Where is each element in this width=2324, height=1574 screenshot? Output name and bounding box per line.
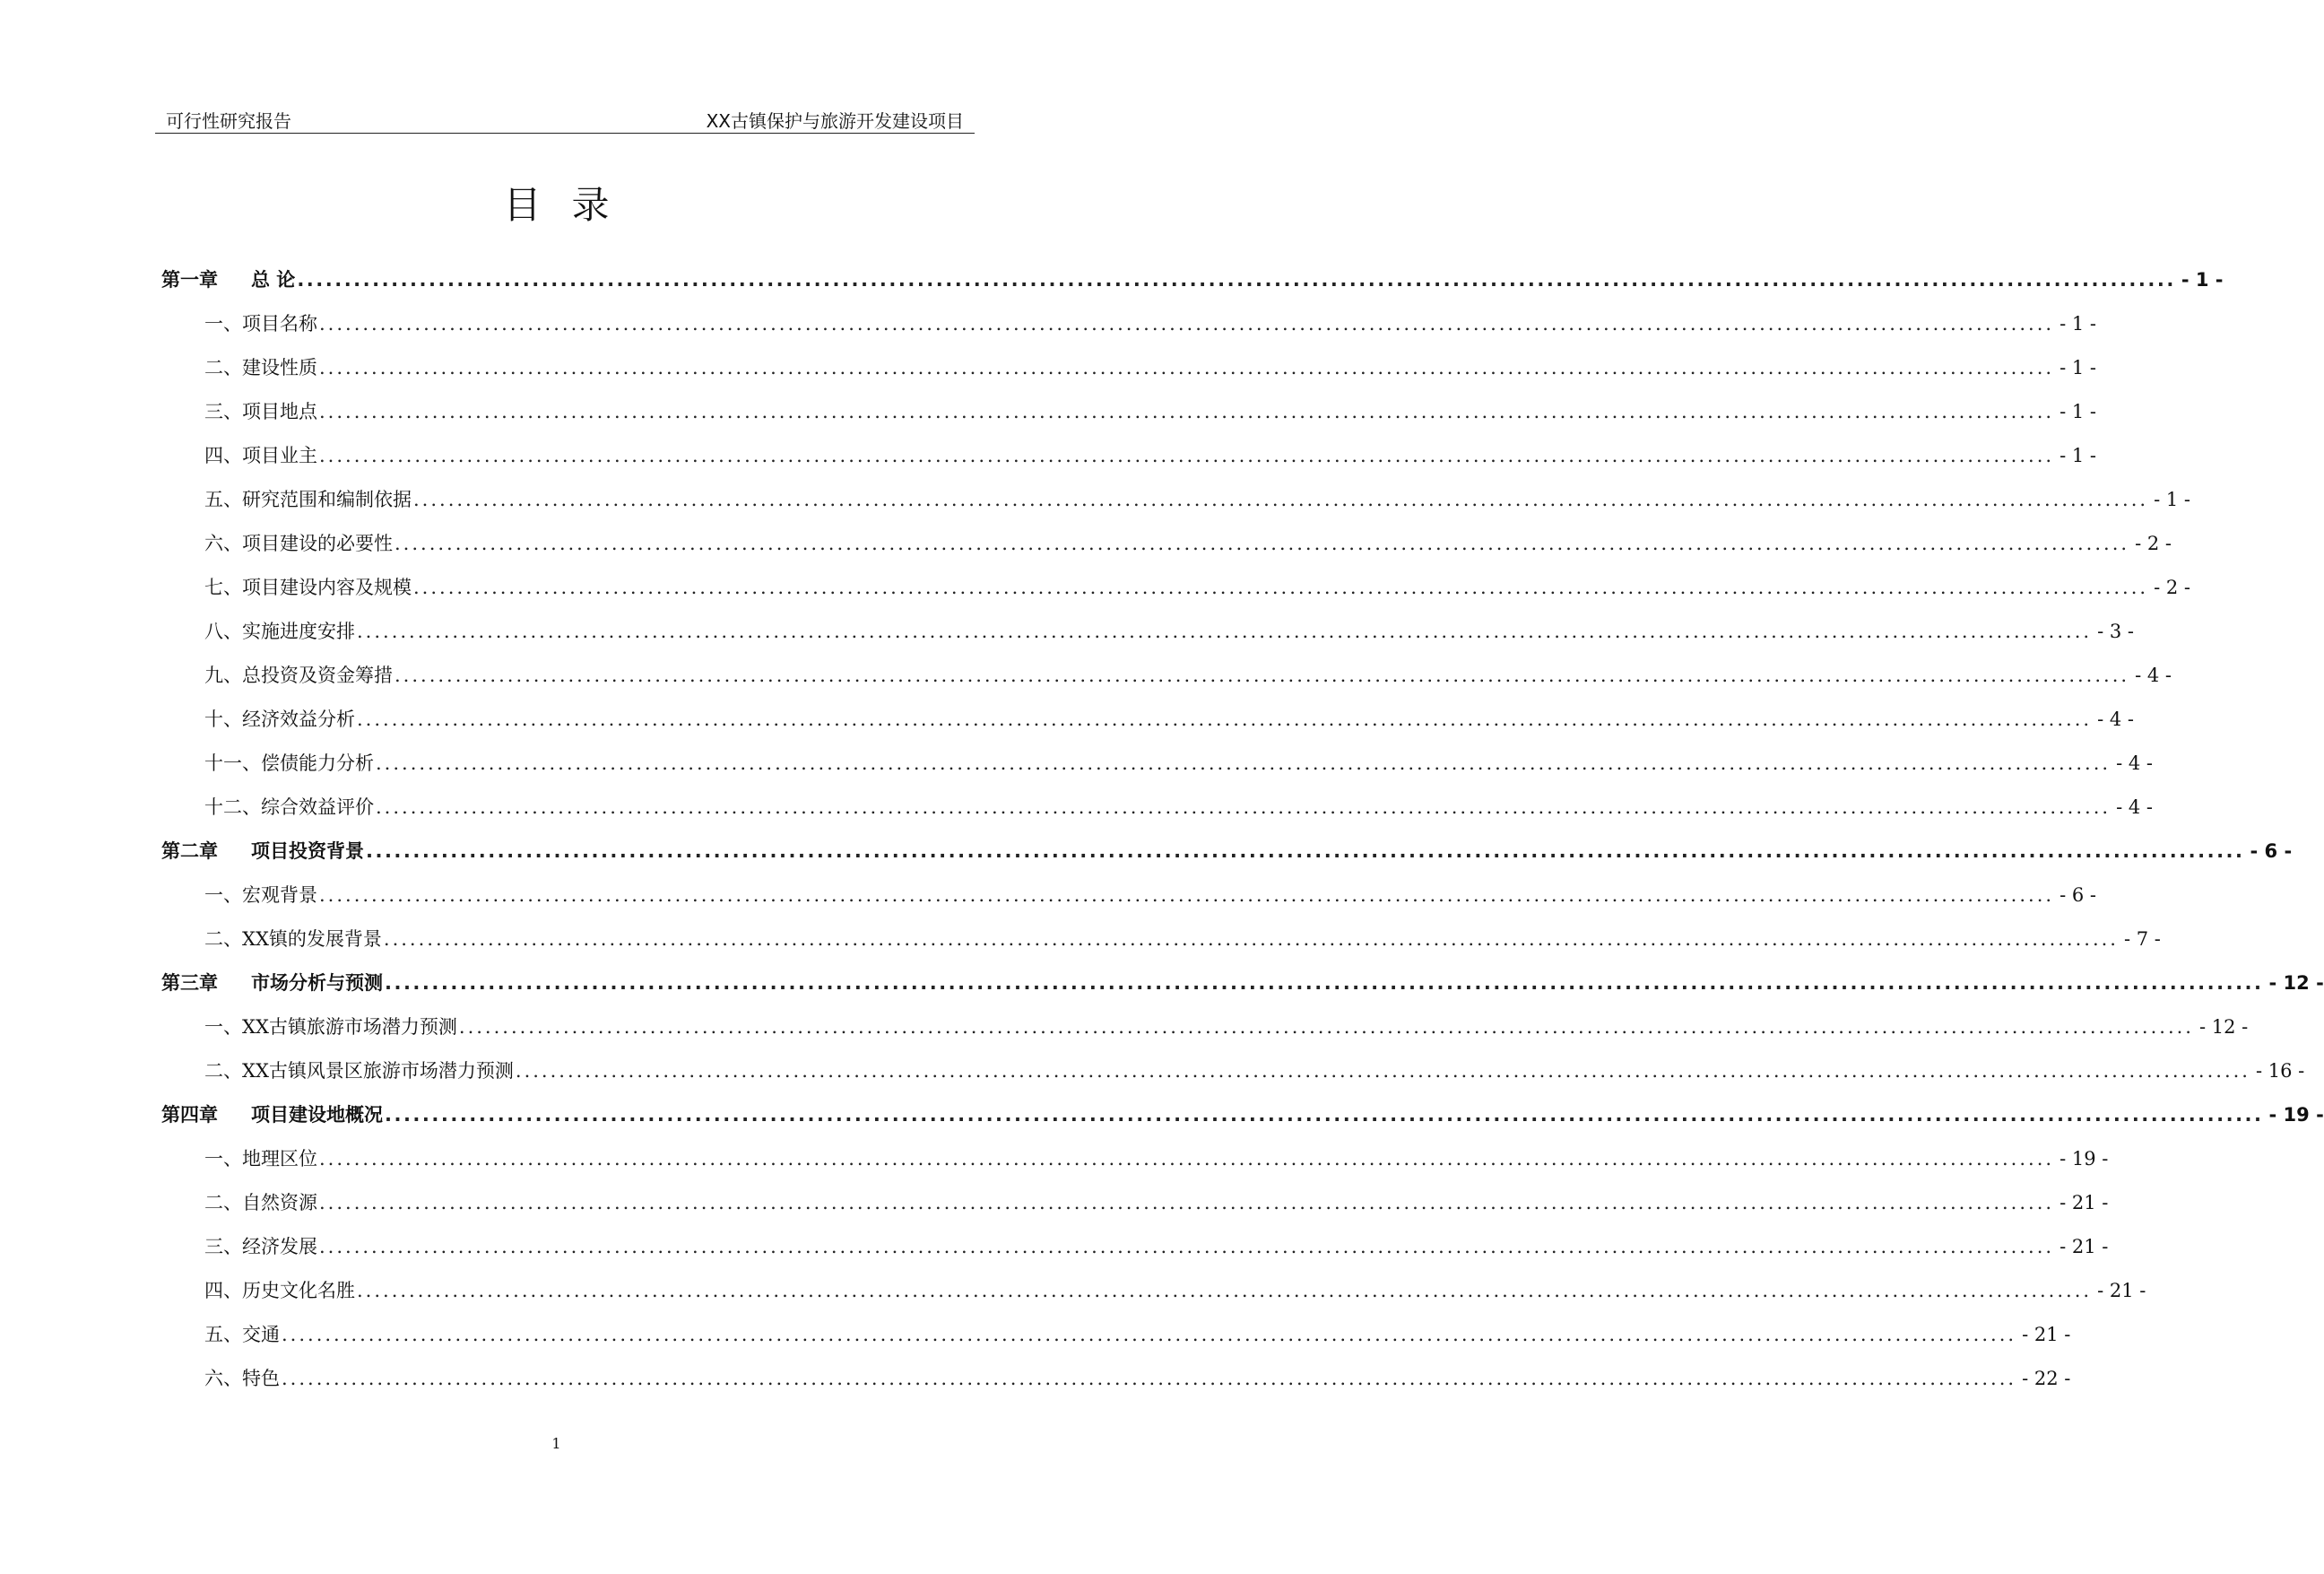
toc-entry-label bbox=[204, 1049, 514, 1093]
toc-chapter-entry[interactable] bbox=[161, 1093, 2324, 1137]
toc-entry-label bbox=[204, 654, 393, 698]
toc-entry-label bbox=[204, 566, 412, 610]
table-of-contents bbox=[161, 258, 2324, 1401]
toc-dot-leader: ........................................................................................................................................................................................................ bbox=[282, 1368, 2017, 1389]
toc-page-number: - 19 - bbox=[2060, 1148, 2109, 1170]
toc-page-number: - 12 - bbox=[2198, 1016, 2249, 1038]
toc-entry-text: 十二、综合效益评价 bbox=[204, 796, 374, 818]
toc-page-number: - 1 - bbox=[2181, 269, 2224, 291]
toc-page-number: - 4 - bbox=[2116, 796, 2153, 818]
toc-section-entry[interactable] bbox=[161, 786, 2153, 830]
toc-entry-label bbox=[204, 390, 317, 434]
toc-entry-label bbox=[204, 1357, 280, 1401]
toc-entry-text: 四、历史文化名胜 bbox=[204, 1280, 355, 1301]
toc-entry-text: 九、总投资及资金筹措 bbox=[204, 665, 393, 686]
toc-page-number: - 2 - bbox=[2154, 577, 2190, 598]
toc-entry-text: 十一、偿债能力分析 bbox=[204, 752, 374, 774]
toc-section-entry[interactable] bbox=[161, 390, 2096, 434]
header-project-name: XX古镇保护与旅游开发建设项目 bbox=[706, 110, 964, 132]
toc-section-entry[interactable] bbox=[161, 698, 2134, 742]
toc-page-number: - 21 - bbox=[2060, 1192, 2109, 1213]
toc-entry-label bbox=[161, 258, 295, 302]
toc-entry-label bbox=[204, 1225, 317, 1269]
toc-entry-text: 二、自然资源 bbox=[204, 1192, 317, 1213]
toc-dot-leader: ........................................................................................................................................................................................................ bbox=[357, 621, 2093, 642]
toc-chapter-number: 第三章 bbox=[161, 972, 218, 994]
toc-dot-leader: ........................................................................................................................................................................................................ bbox=[319, 401, 2055, 422]
toc-page-number: - 16 - bbox=[2255, 1060, 2305, 1082]
toc-entry-label bbox=[204, 434, 317, 478]
toc-entry-text: 一、项目名称 bbox=[204, 313, 317, 335]
toc-dot-leader: ........................................................................................................................................................................................................ bbox=[458, 1016, 2194, 1038]
toc-dot-leader: ........................................................................................................................................................................................................ bbox=[366, 840, 2245, 862]
toc-entry-text: 七、项目建设内容及规模 bbox=[204, 577, 412, 598]
toc-entry-text: 一、宏观背景 bbox=[204, 884, 317, 906]
toc-page-number: - 4 - bbox=[2097, 709, 2134, 730]
toc-entry-label bbox=[204, 1181, 317, 1225]
toc-section-entry[interactable] bbox=[161, 302, 2096, 346]
toc-section-entry[interactable] bbox=[161, 1269, 2146, 1313]
toc-dot-leader: ........................................................................................................................................................................................................ bbox=[319, 357, 2055, 378]
page-header bbox=[155, 100, 975, 134]
toc-entry-label bbox=[204, 917, 382, 961]
toc-entry-label bbox=[204, 1313, 280, 1357]
toc-entry-text: 项目建设地概况 bbox=[251, 1104, 383, 1126]
toc-dot-leader: ........................................................................................................................................................................................................ bbox=[297, 269, 2176, 291]
toc-entry-label bbox=[204, 346, 317, 390]
toc-entry-text: 二、XX古镇风景区旅游市场潜力预测 bbox=[204, 1060, 514, 1082]
toc-entry-text: 三、项目地点 bbox=[204, 401, 317, 422]
toc-entry-label bbox=[204, 874, 317, 917]
toc-entry-text: 六、特色 bbox=[204, 1368, 280, 1389]
toc-entry-text: 二、建设性质 bbox=[204, 357, 317, 378]
toc-page-number: - 22 - bbox=[2022, 1368, 2071, 1389]
toc-entry-text: 一、XX古镇旅游市场潜力预测 bbox=[204, 1016, 457, 1038]
toc-entry-text: 四、项目业主 bbox=[204, 445, 317, 466]
toc-chapter-number: 第二章 bbox=[161, 840, 218, 862]
toc-section-entry[interactable] bbox=[161, 1225, 2109, 1269]
toc-dot-leader: ........................................................................................................................................................................................................ bbox=[413, 577, 2149, 598]
toc-entry-text: 八、实施进度安排 bbox=[204, 621, 355, 642]
toc-dot-leader: ........................................................................................................................................................................................................ bbox=[319, 1148, 2055, 1170]
toc-entry-text: 六、项目建设的必要性 bbox=[204, 533, 393, 554]
toc-page-number: - 3 - bbox=[2097, 621, 2134, 642]
toc-dot-leader: ........................................................................................................................................................................................................ bbox=[319, 445, 2055, 466]
toc-dot-leader: ........................................................................................................................................................................................................ bbox=[383, 928, 2119, 950]
toc-section-entry[interactable] bbox=[161, 1049, 2305, 1093]
toc-page-number: - 7 - bbox=[2123, 928, 2161, 950]
toc-page-number: - 21 - bbox=[2060, 1236, 2109, 1257]
toc-entry-label bbox=[161, 830, 364, 874]
header-doc-type: 可行性研究报告 bbox=[166, 110, 291, 132]
toc-page-number: - 19 - bbox=[2268, 1104, 2324, 1126]
toc-entry-label bbox=[204, 610, 355, 654]
toc-section-entry[interactable] bbox=[161, 610, 2134, 654]
toc-page-number: - 21 - bbox=[2097, 1280, 2146, 1301]
toc-section-entry[interactable] bbox=[161, 654, 2172, 698]
toc-chapter-entry[interactable] bbox=[161, 830, 2293, 874]
toc-dot-leader: ........................................................................................................................................................................................................ bbox=[385, 972, 2264, 994]
toc-page-number: - 1 - bbox=[2154, 489, 2190, 510]
toc-entry-label bbox=[204, 1005, 457, 1049]
toc-entry-label bbox=[161, 1093, 383, 1137]
toc-page-number: - 1 - bbox=[2060, 357, 2096, 378]
toc-entry-text: 三、经济发展 bbox=[204, 1236, 317, 1257]
toc-dot-leader: ........................................................................................................................................................................................................ bbox=[282, 1324, 2017, 1345]
toc-page-number: - 6 - bbox=[2250, 840, 2293, 862]
toc-dot-leader: ........................................................................................................................................................................................................ bbox=[395, 533, 2130, 554]
toc-entry-text: 总 论 bbox=[251, 269, 296, 291]
toc-entry-text: 一、地理区位 bbox=[204, 1148, 317, 1170]
toc-page-number: - 2 - bbox=[2135, 533, 2172, 554]
toc-page-number: - 1 - bbox=[2060, 313, 2096, 335]
toc-entry-label bbox=[204, 786, 374, 830]
toc-chapter-entry[interactable] bbox=[161, 961, 2324, 1005]
toc-dot-leader: ........................................................................................................................................................................................................ bbox=[357, 1280, 2093, 1301]
toc-section-entry[interactable] bbox=[161, 346, 2096, 390]
toc-chapter-entry[interactable] bbox=[161, 258, 2224, 302]
toc-entry-text: 项目投资背景 bbox=[251, 840, 364, 862]
toc-dot-leader: ........................................................................................................................................................................................................ bbox=[395, 665, 2130, 686]
toc-section-entry[interactable] bbox=[161, 1137, 2109, 1181]
toc-section-entry[interactable] bbox=[161, 478, 2190, 522]
toc-entry-label bbox=[204, 1137, 317, 1181]
toc-page-number: - 6 - bbox=[2060, 884, 2096, 906]
toc-dot-leader: ........................................................................................................................................................................................................ bbox=[413, 489, 2149, 510]
toc-entry-label bbox=[204, 522, 393, 566]
toc-section-entry[interactable] bbox=[161, 1357, 2071, 1401]
toc-entry-text: 五、研究范围和编制依据 bbox=[204, 489, 412, 510]
toc-dot-leader: ........................................................................................................................................................................................................ bbox=[319, 1236, 2055, 1257]
toc-section-entry[interactable] bbox=[161, 1181, 2109, 1225]
toc-entry-text: 二、XX镇的发展背景 bbox=[204, 928, 382, 950]
toc-dot-leader: ........................................................................................................................................................................................................ bbox=[376, 796, 2112, 818]
toc-page-number: - 21 - bbox=[2022, 1324, 2071, 1345]
toc-section-entry[interactable] bbox=[161, 522, 2172, 566]
toc-page-number: - 4 - bbox=[2135, 665, 2172, 686]
toc-chapter-number: 第四章 bbox=[161, 1104, 218, 1126]
toc-entry-label bbox=[204, 698, 355, 742]
toc-section-entry[interactable] bbox=[161, 1313, 2071, 1357]
toc-entry-label bbox=[204, 302, 317, 346]
toc-dot-leader: ........................................................................................................................................................................................................ bbox=[319, 313, 2055, 335]
toc-entry-text: 十、经济效益分析 bbox=[204, 709, 355, 730]
toc-entry-label bbox=[161, 961, 383, 1005]
toc-page-number: - 1 - bbox=[2060, 401, 2096, 422]
toc-entry-text: 市场分析与预测 bbox=[251, 972, 383, 994]
page-number: 1 bbox=[551, 1435, 561, 1452]
page-title: 目录 bbox=[503, 183, 640, 227]
toc-chapter-number: 第一章 bbox=[161, 269, 218, 291]
toc-dot-leader: ........................................................................................................................................................................................................ bbox=[319, 884, 2055, 906]
toc-dot-leader: ........................................................................................................................................................................................................ bbox=[376, 752, 2112, 774]
toc-dot-leader: ........................................................................................................................................................................................................ bbox=[515, 1060, 2250, 1082]
toc-entry-label bbox=[204, 1269, 355, 1313]
toc-page-number: - 4 - bbox=[2116, 752, 2153, 774]
toc-entry-text: 五、交通 bbox=[204, 1324, 280, 1345]
toc-entry-label bbox=[204, 742, 374, 786]
toc-section-entry[interactable] bbox=[161, 874, 2096, 917]
toc-page-number: - 1 - bbox=[2060, 445, 2096, 466]
toc-entry-label bbox=[204, 478, 412, 522]
toc-section-entry[interactable] bbox=[161, 434, 2096, 478]
toc-section-entry[interactable] bbox=[161, 566, 2190, 610]
toc-section-entry[interactable] bbox=[161, 1005, 2249, 1049]
toc-page-number: - 12 - bbox=[2268, 972, 2324, 994]
toc-section-entry[interactable] bbox=[161, 917, 2161, 961]
toc-dot-leader: ........................................................................................................................................................................................................ bbox=[385, 1104, 2264, 1126]
toc-dot-leader: ........................................................................................................................................................................................................ bbox=[357, 709, 2093, 730]
toc-dot-leader: ........................................................................................................................................................................................................ bbox=[319, 1192, 2055, 1213]
toc-section-entry[interactable] bbox=[161, 742, 2153, 786]
